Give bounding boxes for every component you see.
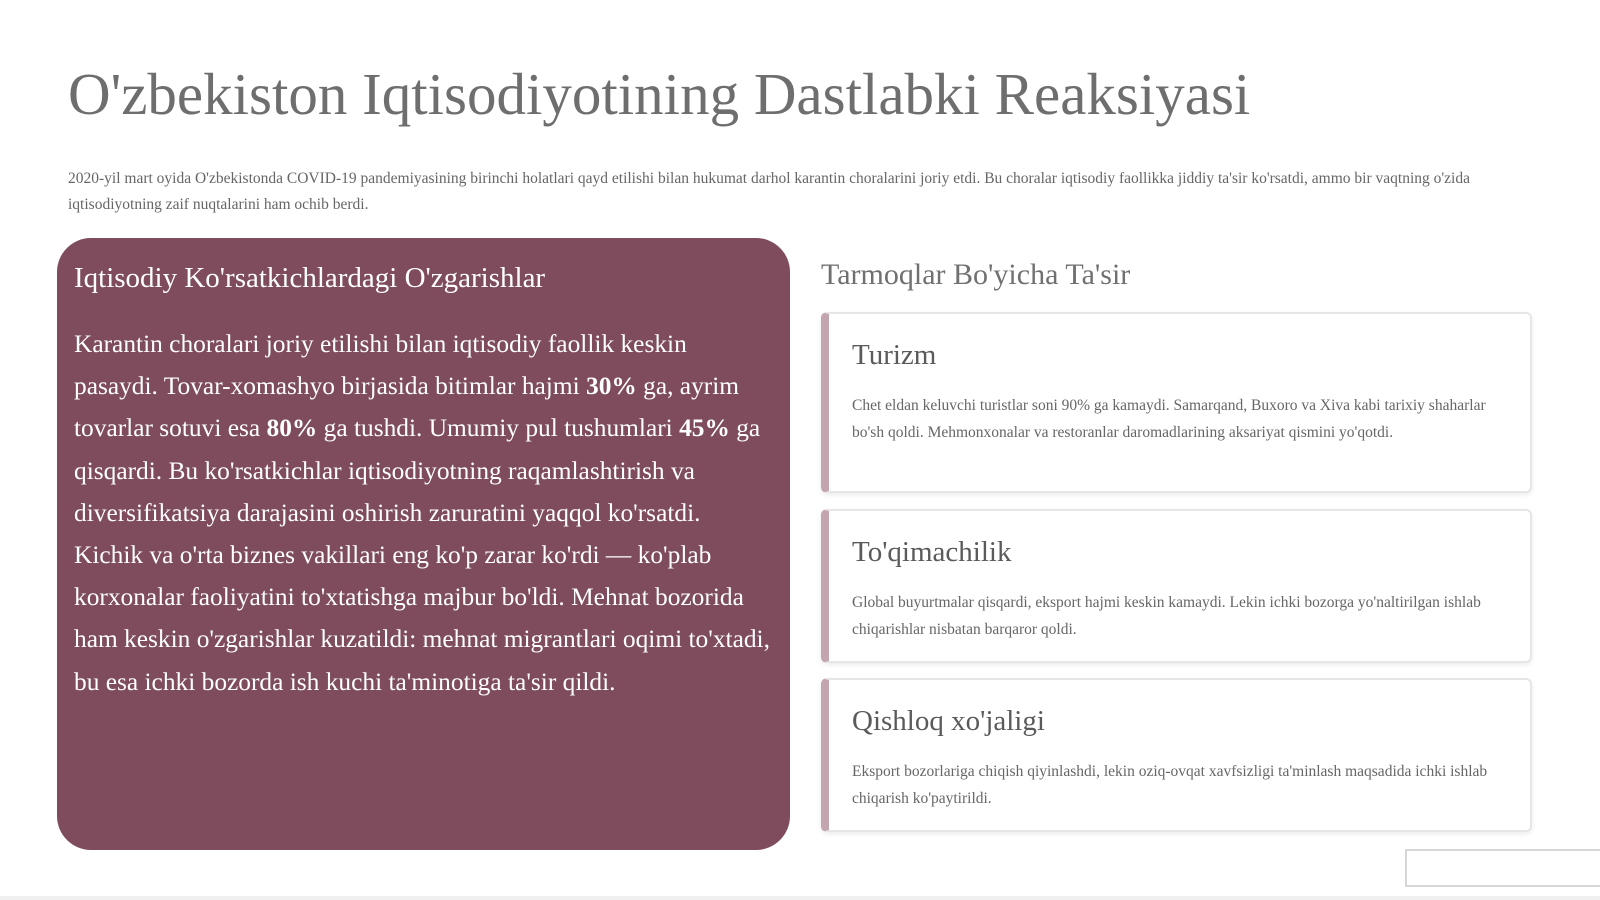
stat-exchange-deals: 30% (586, 372, 637, 401)
intro-paragraph: 2020-yil mart oyida O'zbekistonda COVID-19 pandemiyasining birinchi holatlari qayd etilishi bilan hukumat darhol karantin choralarini joriy etdi. Bu choralar iqtisodiy faollikka jiddiy ta'sir ko'rsatdi, ammo bir vaqtning o'zida iqtisodiyotning zaif nuqtalarini ham ochib berdi. (68, 170, 1470, 213)
sector-card-text: Eksport bozorlariga chiqish qiyinlashdi, lekin oziq-ovqat xavfsizligi ta'minlash maqsadida ichki ishlab chiqarish ko'paytirildi. (852, 763, 1488, 807)
sector-card-text: Chet eldan keluvchi turistlar soni 90% ga kamaydi. Samarqand, Buxoro va Xiva kabi tarixiy shaharlar bo'sh qoldi. Mehmonxonalar va restoranlar daromadlarining aksariyat qismini yo'qotdi. (852, 397, 1486, 441)
sector-impact-heading: Tarmoqlar Bo'yicha Ta'sir (821, 258, 1131, 291)
indicators-text-part-3: ga tushdi. Umumiy pul tushumlari (317, 414, 680, 443)
sector-card-title: To'qimachilik (852, 536, 1012, 568)
indicators-card-text (74, 323, 774, 703)
sector-card-title: Qishloq xo'jaligi (852, 705, 1045, 737)
sector-card-text: Global buyurtmalar qisqardi, eksport hajmi keskin kamaydi. Lekin ichki bozorga yo'naltirilgan ishlab chiqarishlar nisbatan barqaror qoldi. (852, 594, 1481, 638)
sector-card-textiles (821, 509, 1532, 663)
stat-cash-receipts: 45% (679, 414, 730, 443)
indicators-text-part-1: Karantin choralari joriy etilishi bilan iqtisodiy faollik keskin pasaydi. Tovar-xomashyo birjasida bitimlar hajmi (74, 330, 687, 401)
page-title: O'zbekiston Iqtisodiyotining Dastlabki Reaksiyasi (68, 61, 1251, 127)
sector-card-title: Turizm (852, 339, 937, 371)
indicators-card-heading: Iqtisodiy Ko'rsatkichlardagi O'zgarishlar (74, 262, 546, 294)
sector-card-tourism (821, 312, 1532, 493)
bottom-strip (0, 896, 1600, 900)
indicators-text-part-2: ga, ayrim tovarlar sotuvi esa (74, 372, 740, 443)
corner-overlay-box (1405, 849, 1600, 887)
sector-impact-section (821, 254, 1533, 296)
indicators-text-part-4: ga qisqardi. Bu ko'rsatkichlar iqtisodiyotning raqamlashtirish va diversifikatsiya darajasini oshirish zaruratini yaqqol ko'rsatdi. Kichik va o'rta biznes vakillari eng ko'p zarar ko'rdi — ko'plab korxonalar faoliyatini to'xtatishga majbur bo'ldi. Mehnat bozorida ham keskin o'zgarishlar kuzatildi: mehnat migrantlari oqimi to'xtadi, bu esa ichki bozorda ish kuchi ta'minotiga ta'sir qildi. (74, 414, 770, 696)
stat-goods-sales: 80% (266, 414, 318, 443)
sector-card-agriculture (821, 678, 1532, 832)
economic-indicators-card (57, 238, 790, 850)
